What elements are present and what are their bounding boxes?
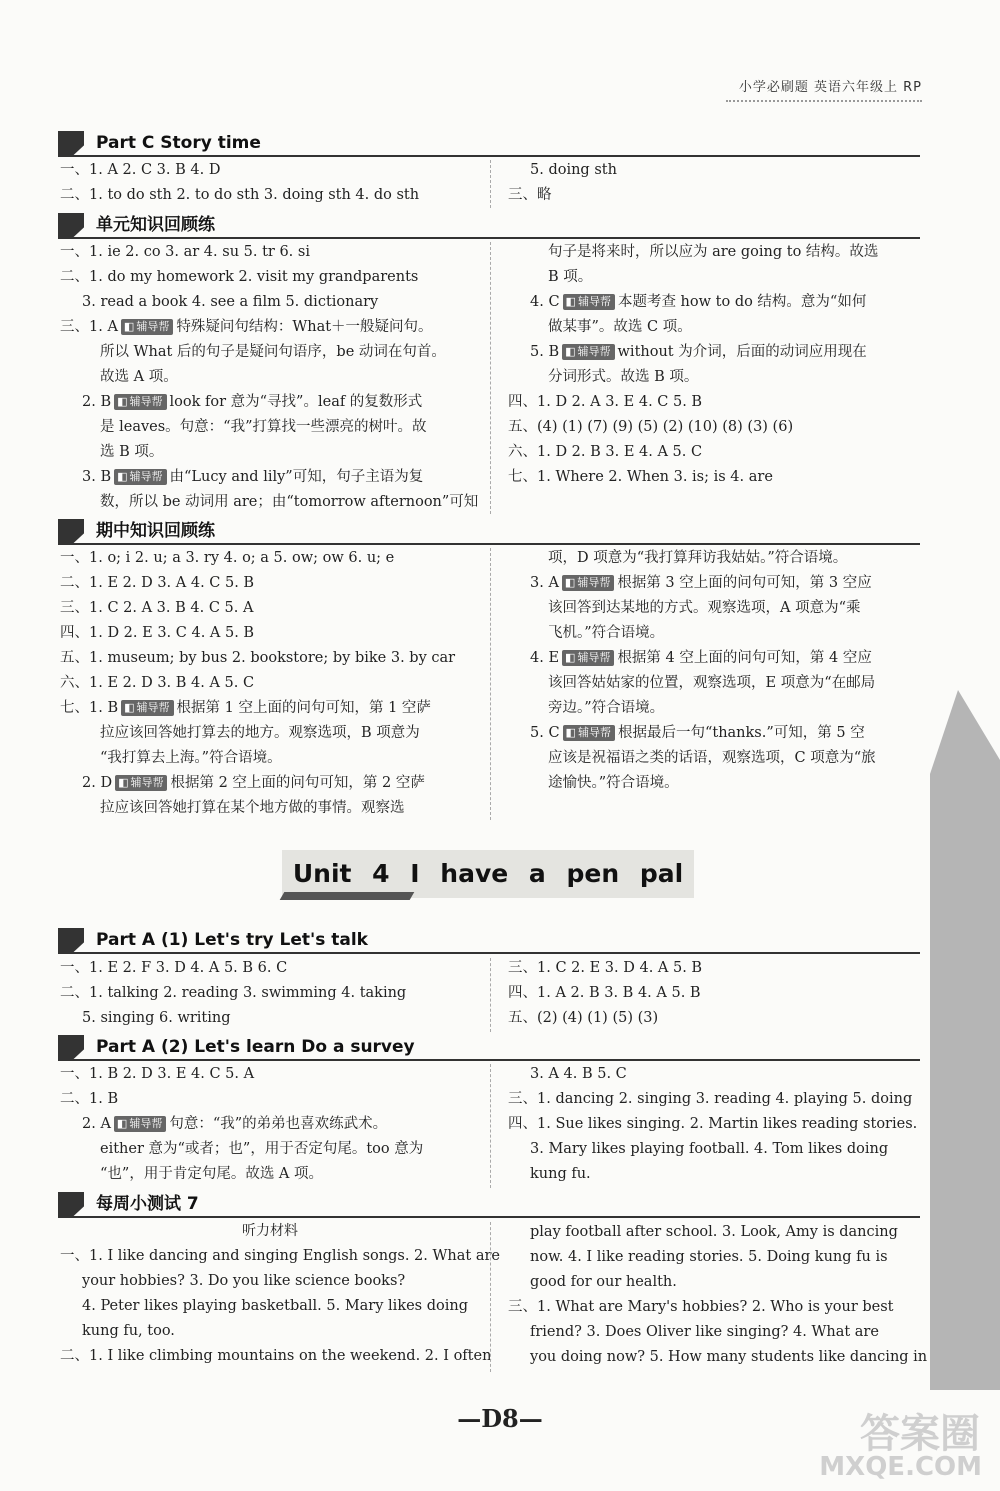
explanation-text: either 意为“或者；也”，用于否定句尾。too 意为 xyxy=(100,1141,424,1157)
unit-review-right xyxy=(508,240,928,490)
mid-review-left xyxy=(60,546,480,821)
explanation-text: 拉应该回答她打算在某个地方做的事情。观察选 xyxy=(100,800,405,816)
part-a1-right xyxy=(508,956,928,1031)
weekly-right xyxy=(508,1220,928,1370)
explanation-text: B 项。 xyxy=(548,269,593,285)
answer-line: 一、1. A 2. C 3. B 4. D xyxy=(60,162,221,178)
section-part-a2 xyxy=(58,1035,920,1061)
answer-line: you doing now? 5. How many students like dancing in xyxy=(530,1349,928,1365)
answer-label: 七、1. B xyxy=(60,700,119,716)
explanation-text: 项，D 项意为“我打算拜访我姑姑。”符合语境。 xyxy=(548,550,848,566)
tutor-badge: ◧ 辅导帮 xyxy=(562,344,614,360)
explanation-text: 飞机。”符合语境。 xyxy=(548,625,665,641)
unit-review-left xyxy=(60,240,480,515)
answer-line: 5. doing sth xyxy=(530,162,617,178)
section-unit-review xyxy=(58,213,920,239)
answer-line: kung fu, too. xyxy=(82,1323,175,1339)
answer-label: 3. B xyxy=(82,469,112,485)
mid-review-right xyxy=(508,546,928,796)
explanation-text: 是 leaves。句意：“我”打算找一些漂亮的树叶。故 xyxy=(100,419,427,435)
weekly-left xyxy=(60,1219,500,1369)
section-part-c xyxy=(58,131,920,157)
tutor-badge: ◧ 辅导帮 xyxy=(121,700,173,716)
tutor-badge: ◧ 辅导帮 xyxy=(563,294,615,310)
answer-line: 二、1. B xyxy=(60,1091,119,1107)
running-header: 小学必刷题 英语六年级上 RP xyxy=(738,80,922,95)
section-title: 期中知识回顾练 xyxy=(96,521,215,541)
unit-title: Unit 4 I have a pen pal xyxy=(292,859,684,888)
tutor-badge: ◧ 辅导帮 xyxy=(562,650,614,666)
answer-line: 四、1. D 2. A 3. E 4. C 5. B xyxy=(508,394,703,410)
explanation-text: 根据第 1 空上面的问句可知，第 1 空萨 xyxy=(176,700,431,716)
tutor-badge: ◧ 辅导帮 xyxy=(114,394,166,410)
explanation-text: 根据第 3 空上面的问句可知，第 3 空应 xyxy=(617,575,872,591)
answer-line: 五、(4) (1) (7) (9) (5) (2) (10) (8) (3) (6) xyxy=(508,419,794,435)
answer-line: 六、1. D 2. B 3. E 4. A 5. C xyxy=(508,444,703,460)
page-number: —D8— xyxy=(457,1404,543,1433)
explanation-text: 旁边。”符合语境。 xyxy=(548,700,665,716)
answer-line: 3. A 4. B 5. C xyxy=(530,1066,627,1082)
column-divider xyxy=(490,958,491,1032)
section-weekly-test xyxy=(58,1192,920,1218)
answer-line: good for our health. xyxy=(530,1274,677,1290)
answer-line: 二、1. E 2. D 3. A 4. C 5. B xyxy=(60,575,255,591)
section-title: Part A (1) Let's try Let's talk xyxy=(96,930,368,950)
answer-label: 5. C xyxy=(530,725,560,741)
explanation-text: 句子是将来时，所以应为 are going to 结构。故选 xyxy=(548,244,879,260)
answer-label: 3. A xyxy=(530,575,559,591)
section-title: Part A (2) Let's learn Do a survey xyxy=(96,1037,415,1057)
answer-line: 三、1. C 2. E 3. D 4. A 5. B xyxy=(508,960,703,976)
answer-line: 一、1. B 2. D 3. E 4. C 5. A xyxy=(60,1066,255,1082)
section-part-a1 xyxy=(58,928,920,954)
answer-label: 三、1. A xyxy=(60,319,118,335)
tutor-badge: ◧ 辅导帮 xyxy=(114,469,166,485)
explanation-text: 句意：“我”的弟弟也喜欢练武术。 xyxy=(169,1116,388,1132)
answer-line: 3. Mary likes playing football. 4. Tom likes doing xyxy=(530,1141,889,1157)
explanation-text: 拉应该回答她打算去的地方。观察选项，B 项意为 xyxy=(100,725,420,741)
explanation-text: 应该是祝福语之类的话语，观察选项，C 项意为“旅 xyxy=(548,750,876,766)
answer-line: 三、1. What are Mary's hobbies? 2. Who is your best xyxy=(508,1299,894,1315)
answer-line: kung fu. xyxy=(530,1166,591,1182)
answer-line: 二、1. I like climbing mountains on the weekend. 2. I often xyxy=(60,1348,492,1364)
column-divider xyxy=(490,160,491,208)
column-divider xyxy=(490,242,491,514)
section-mid-review xyxy=(58,519,920,545)
explanation-text: 根据第 4 空上面的问句可知，第 4 空应 xyxy=(617,650,872,666)
column-divider xyxy=(490,1222,491,1372)
explanation-text: 选 B 项。 xyxy=(100,444,164,460)
section-title: 单元知识回顾练 xyxy=(96,215,215,235)
explanation-text: 由“Lucy and lily”可知，句子主语为复 xyxy=(169,469,424,485)
answer-line: play football after school. 3. Look, Amy is dancing xyxy=(530,1224,898,1240)
answer-label: 4. C xyxy=(530,294,560,310)
watermark-url: MXQE.COM xyxy=(819,1452,982,1482)
answer-line: 二、1. talking 2. reading 3. swimming 4. taking xyxy=(60,985,407,1001)
explanation-text: 分词形式。故选 B 项。 xyxy=(548,369,699,385)
watermark-logo: 答案圈 xyxy=(860,1411,980,1457)
tutor-badge: ◧ 辅导帮 xyxy=(121,319,173,335)
listening-heading: 听力材料 xyxy=(242,1223,298,1239)
part-c-right xyxy=(508,158,928,208)
answer-line: 二、1. do my homework 2. visit my grandparents xyxy=(60,269,419,285)
answer-line: 一、1. ie 2. co 3. ar 4. su 5. tr 6. si xyxy=(60,244,310,260)
answer-line: 一、1. I like dancing and singing English songs. 2. What are xyxy=(60,1248,500,1264)
answer-line: now. 4. I like reading stories. 5. Doing kung fu is xyxy=(530,1249,888,1265)
part-a2-right xyxy=(508,1062,928,1187)
explanation-text: 该回答到达某地的方式。观察选项，A 项意为“乘 xyxy=(548,600,861,616)
answer-line: 5. singing 6. writing xyxy=(82,1010,231,1026)
part-a1-left xyxy=(60,956,480,1031)
answer-line: 五、(2) (4) (1) (5) (3) xyxy=(508,1010,659,1026)
answer-line: 四、1. A 2. B 3. B 4. A 5. B xyxy=(508,985,701,1001)
part-c-left xyxy=(60,158,480,208)
tutor-badge: ◧ 辅导帮 xyxy=(562,575,614,591)
answer-line: 三、1. dancing 2. singing 3. reading 4. playing 5. doing xyxy=(508,1091,913,1107)
explanation-text: 根据第 2 空上面的问句可知，第 2 空萨 xyxy=(170,775,425,791)
explanation-text: 故选 A 项。 xyxy=(100,369,178,385)
side-decoration xyxy=(930,690,1000,1390)
answer-label: 4. E xyxy=(530,650,560,666)
answer-line: 四、1. Sue likes singing. 2. Martin likes reading stories. xyxy=(508,1116,918,1132)
answer-label: 2. A xyxy=(82,1116,111,1132)
explanation-text: “我打算去上海。”符合语境。 xyxy=(100,750,282,766)
part-a2-left xyxy=(60,1062,480,1187)
answer-line: 一、1. E 2. F 3. D 4. A 5. B 6. C xyxy=(60,960,288,976)
tutor-badge: ◧ 辅导帮 xyxy=(563,725,615,741)
explanation-text: 该回答姑姑家的位置，观察选项，E 项意为“在邮局 xyxy=(548,675,876,691)
explanation-text: 所以 What 后的句子是疑问句语序，be 动词在句首。 xyxy=(100,344,446,360)
explanation-text: 做某事”。故选 C 项。 xyxy=(548,319,692,335)
answer-line: your hobbies? 3. Do you like science books? xyxy=(82,1273,406,1289)
explanation-text: 特殊疑问句结构：What＋一般疑问句。 xyxy=(176,319,433,335)
answer-line: 一、1. o; i 2. u; a 3. ry 4. o; a 5. ow; ow 6. u; e xyxy=(60,550,395,566)
answer-line: 五、1. museum; by bus 2. bookstore; by bike 3. by car xyxy=(60,650,456,666)
answer-line: friend? 3. Does Oliver like singing? 4. What are xyxy=(530,1324,879,1340)
tutor-badge: ◧ 辅导帮 xyxy=(115,775,167,791)
answer-line: 4. Peter likes playing basketball. 5. Mary likes doing xyxy=(82,1298,469,1314)
section-title: Part C Story time xyxy=(96,133,261,153)
answer-line: 3. read a book 4. see a film 5. dictionary xyxy=(82,294,379,310)
answer-label: 5. B xyxy=(530,344,560,360)
answer-label: 2. D xyxy=(82,775,113,791)
answer-line: 三、略 xyxy=(508,187,552,203)
tutor-badge: ◧ 辅导帮 xyxy=(114,1116,166,1132)
answer-label: 2. B xyxy=(82,394,112,410)
column-divider xyxy=(490,548,491,820)
explanation-text: without 为介词，后面的动词应用现在 xyxy=(617,344,867,360)
answer-line: 四、1. D 2. E 3. C 4. A 5. B xyxy=(60,625,255,641)
answer-line: 三、1. C 2. A 3. B 4. C 5. A xyxy=(60,600,254,616)
explanation-text: 根据最后一句“thanks.”可知，第 5 空 xyxy=(617,725,865,741)
section-title: 每周小测试 7 xyxy=(96,1194,199,1214)
column-divider xyxy=(490,1064,491,1188)
explanation-text: 途愉快。”符合语境。 xyxy=(548,775,679,791)
explanation-text: “也”，用于肯定句尾。故选 A 项。 xyxy=(100,1166,324,1182)
answer-line: 二、1. to do sth 2. to do sth 3. doing sth 4. do sth xyxy=(60,187,420,203)
answer-line: 七、1. Where 2. When 3. is; is 4. are xyxy=(508,469,773,485)
explanation-text: 数，所以 be 动词用 are；由“tomorrow afternoon”可知 xyxy=(100,494,479,510)
explanation-text: look for 意为“寻找”。leaf 的复数形式 xyxy=(169,394,423,410)
explanation-text: 本题考查 how to do 结构。意为“如何 xyxy=(617,294,867,310)
answer-line: 六、1. E 2. D 3. B 4. A 5. C xyxy=(60,675,255,691)
header-divider xyxy=(726,100,922,102)
